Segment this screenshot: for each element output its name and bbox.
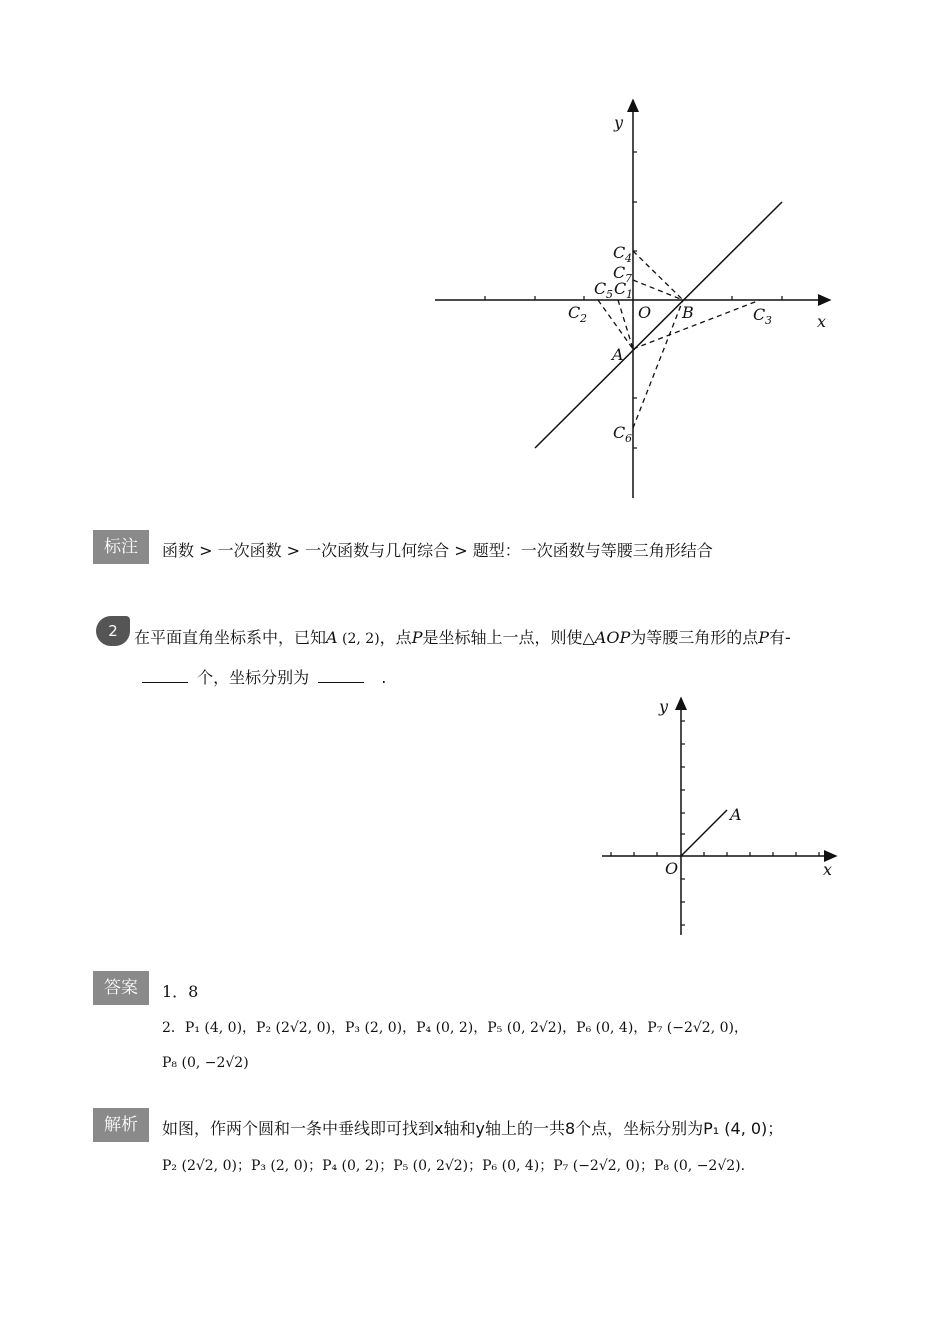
q2-text-4: 为等腰三角形的点 bbox=[630, 628, 759, 647]
q2-coord-a: (2, 2) bbox=[337, 631, 380, 647]
q2-math-p2: P bbox=[758, 628, 769, 647]
figure-2-coordinate-diagram bbox=[595, 690, 845, 940]
question-2-line-1 bbox=[134, 625, 791, 648]
q2-line2-end: . bbox=[381, 668, 387, 687]
label-c4-letter: C bbox=[613, 243, 626, 262]
answer-line-2: 2．P₁ (4, 0)，P₂ (2√2, 0)，P₃ (2, 0)，P₄ (0, 2)，P₅ (0, 2√2)，P₆ (0, 4)，P₇ (−2√2, 0)， bbox=[162, 1020, 748, 1036]
segment-oa bbox=[681, 810, 727, 856]
label-c7-letter: C bbox=[613, 263, 626, 282]
answer-tag: 答案 bbox=[93, 971, 149, 1005]
q2-text-1: 在平面直角坐标系中，已知 bbox=[134, 628, 327, 647]
fig1-origin-label: O bbox=[638, 303, 652, 322]
label-c2-letter: C bbox=[568, 303, 581, 322]
label-c3-sub: 3 bbox=[765, 314, 772, 327]
label-c6 bbox=[613, 423, 632, 445]
annotation-path: 函数 > 一次函数 > 一次函数与几何综合 > 题型：一次函数与等腰三角形结合 bbox=[162, 541, 713, 560]
fig2-y-label: y bbox=[659, 697, 669, 716]
analysis-line-1: 如图，作两个圆和一条中垂线即可找到x轴和y轴上的一共8个点，坐标分别为P₁ (4, 0)； bbox=[162, 1119, 784, 1138]
label-c4-sub: 4 bbox=[625, 252, 632, 265]
answer-line-3: P₈ (0, −2√2) bbox=[162, 1055, 249, 1071]
label-c1-sub: 1 bbox=[626, 288, 633, 301]
label-c5-letter: C bbox=[594, 279, 607, 298]
fig1-x-label: x bbox=[817, 312, 827, 331]
label-c5-sub: 5 bbox=[606, 288, 613, 301]
fig2-x-label: x bbox=[823, 860, 833, 879]
fig1-point-a-label: A bbox=[612, 345, 624, 364]
label-c3-letter: C bbox=[753, 305, 766, 324]
question-2-line-2 bbox=[138, 665, 386, 688]
line-ab bbox=[535, 202, 782, 448]
label-c4 bbox=[613, 243, 632, 265]
q2-math-a: A bbox=[326, 628, 338, 647]
answer-line-1: 1．8 bbox=[162, 982, 199, 1001]
fig1-point-b-label: B bbox=[682, 303, 694, 322]
q2-math-aop: AOP bbox=[594, 628, 631, 647]
label-c6-sub: 6 bbox=[625, 432, 632, 445]
label-c1-letter: C bbox=[614, 279, 627, 298]
figure-1-coordinate-diagram bbox=[420, 90, 850, 510]
q2-math-p: P bbox=[411, 628, 423, 647]
annotation-tag: 标注 bbox=[93, 530, 149, 564]
analysis-line-2: P₂ (2√2, 0)；P₃ (2, 0)；P₄ (0, 2)；P₅ (0, 2√2)；P₆ (0, 4)；P₇ (−2√2, 0)；P₈ (0, −2√2)． bbox=[162, 1158, 755, 1174]
answer-blank-2[interactable] bbox=[318, 670, 364, 683]
q2-line2-unit: 个，坐标分别为 bbox=[197, 668, 310, 687]
analysis-tag: 解析 bbox=[93, 1108, 149, 1142]
label-c6-letter: C bbox=[613, 423, 626, 442]
q2-text-5: 有- bbox=[768, 628, 791, 647]
label-c2-sub: 2 bbox=[580, 312, 587, 325]
question-number-badge: 2 bbox=[96, 616, 130, 646]
label-c5 bbox=[594, 279, 613, 301]
fig2-point-a-label: A bbox=[730, 805, 742, 824]
fig1-y-label: y bbox=[614, 113, 624, 132]
label-c7-sub: 7 bbox=[625, 272, 632, 285]
label-c2 bbox=[568, 303, 587, 325]
label-c3 bbox=[753, 305, 772, 327]
answer-blank-1[interactable] bbox=[142, 670, 188, 683]
q2-text-2: ，点 bbox=[379, 628, 412, 647]
fig2-origin-label: O bbox=[665, 859, 679, 878]
q2-text-3: 是坐标轴上一点，则使△ bbox=[422, 628, 595, 647]
